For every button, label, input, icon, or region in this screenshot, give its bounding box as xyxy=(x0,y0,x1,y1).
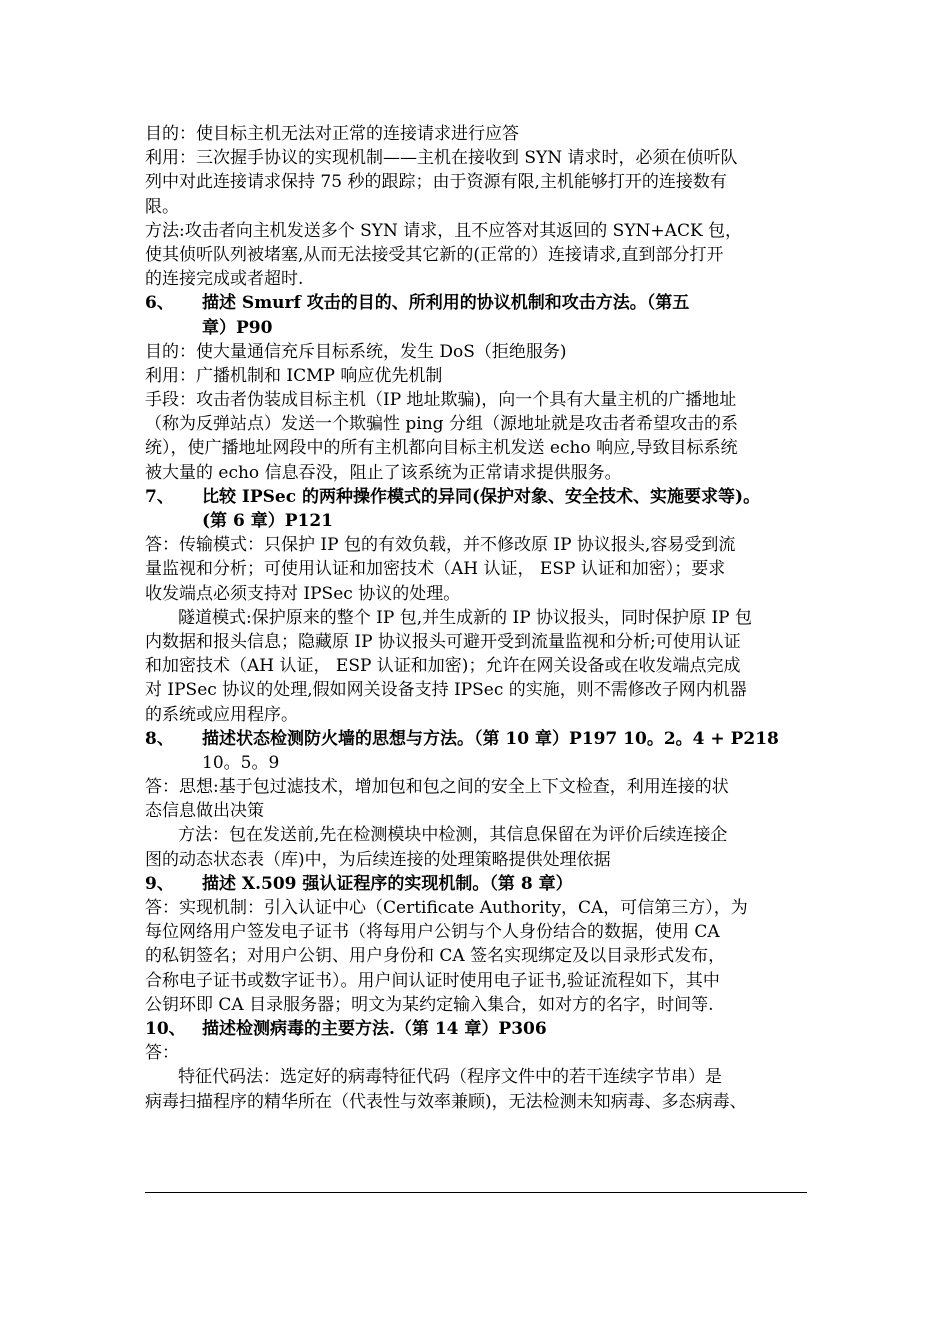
text-line: 限。 xyxy=(145,196,179,217)
text-line: 隧道模式:保护原来的整个 IP 包,并生成新的 IP 协议报头，同时保护原 IP 包 xyxy=(178,607,753,628)
text-line: （称为反弹站点）发送一个欺骗性 ping 分组（源地址就是攻击者希望攻击的系 xyxy=(145,414,738,435)
question-number: 8、 xyxy=(145,728,174,749)
question-9-heading xyxy=(145,872,807,896)
question-text: 比较 IPSec 的两种操作模式的异同(保护对象、安全技术、实施要求等)。 xyxy=(202,486,761,507)
text-line: 病毒扫描程序的精华所在（代表性与效率兼顾)，无法检测未知病毒、多态病毒、 xyxy=(145,1091,747,1112)
footer-rule xyxy=(145,1192,807,1193)
text-line: 合称电子证书或数字证书）。用户间认证时使用电子证书,验证流程如下，其中 xyxy=(145,970,720,991)
question-number: 6、 xyxy=(145,293,174,314)
text-line: 利用：三次握手协议的实现机制——主机在接收到 SYN 请求时，必须在侦听队 xyxy=(145,148,738,169)
question-number: 9、 xyxy=(145,873,174,894)
text-line: 收发端点必须支持对 IPSec 协议的处理。 xyxy=(145,583,461,604)
text-line: 使其侦听队列被堵塞,从而无法接受其它新的(正常的）连接请求,直到部分打开 xyxy=(145,244,724,265)
question-7-heading-cont: (第 6 章）P121 xyxy=(202,511,333,531)
text-line: 特征代码法：选定好的病毒特征代码（程序文件中的若干连续字节串）是 xyxy=(178,1067,722,1088)
text-line: 方法：包在发送前,先在检测模块中检测，其信息保留在为评价后续连接企 xyxy=(178,825,728,846)
text-line: 答：传输模式：只保护 IP 包的有效负载，并不修改原 IP 协议报头,容易受到流 xyxy=(145,535,736,556)
text-line: 图的动态状态表（库)中，为后续连接的处理策略提供处理依据 xyxy=(145,849,611,870)
text-line: 列中对此连接请求保持 75 秒的跟踪；由于资源有限,主机能够打开的连接数有 xyxy=(145,172,727,193)
question-text: 描述检测病毒的主要方法.（第 14 章）P306 xyxy=(202,1018,547,1039)
text-line: 的系统或应用程序。 xyxy=(145,704,298,725)
question-text: 描述 X.509 强认证程序的实现机制。（第 8 章） xyxy=(202,873,573,894)
text-line: 目的：使目标主机无法对正常的连接请求进行应答 xyxy=(145,124,519,144)
document-body xyxy=(145,122,807,1114)
question-6-heading xyxy=(145,291,807,315)
text-line: 利用：广播机制和 ICMP 响应优先机制 xyxy=(145,365,443,386)
question-7-heading xyxy=(145,485,807,509)
question-number: 10、 xyxy=(145,1018,186,1039)
text-line: 答：思想:基于包过滤技术，增加包和包之间的安全上下文检查，利用连接的状 xyxy=(145,777,729,798)
text-line: 的连接完成或者超时. xyxy=(145,269,304,290)
text-line: 答： xyxy=(145,1043,179,1064)
text-line: 的私钥签名；对用户公钥、用户身份和 CA 签名实现绑定及以目录形式发布， xyxy=(145,946,726,967)
text-line: 和加密技术（AH 认证， ESP 认证和加密)；允许在网关设备或在收发端点完成 xyxy=(145,656,741,677)
question-number: 7、 xyxy=(145,486,174,507)
question-8-heading xyxy=(145,727,807,751)
question-10-heading xyxy=(145,1017,807,1041)
question-8-heading-cont: 10。5。9 xyxy=(202,752,280,773)
question-text: 描述状态检测防火墙的思想与方法。（第 10 章）P197 10。2。4 + P218 xyxy=(202,728,779,749)
text-line: 统），使广播地址网段中的所有主机都向目标主机发送 echo 响应,导致目标系统 xyxy=(145,438,738,459)
text-line: 被大量的 echo 信息吞没，阻止了该系统为正常请求提供服务。 xyxy=(145,462,622,483)
text-line: 每位网络用户签发电子证书（将每用户公钥与个人身份结合的数据，使用 CA xyxy=(145,922,720,943)
text-line: 公钥环即 CA 目录服务器；明文为某约定输入集合，如对方的名字，时间等. xyxy=(145,994,714,1015)
text-line: 答：实现机制：引入认证中心（Certificate Authority，CA，可信第三方），为 xyxy=(145,898,748,918)
text-line: 方法:攻击者向主机发送多个 SYN 请求，且不应答对其返回的 SYN+ACK 包， xyxy=(145,220,743,241)
text-line: 目的：使大量通信充斥目标系统，发生 DoS（拒绝服务) xyxy=(145,341,567,362)
question-text: 描述 Smurf 攻击的目的、所利用的协议机制和攻击方法。（第五 xyxy=(202,293,690,314)
text-line: 对 IPSec 协议的处理,假如网关设备支持 IPSec 的实施，则不需修改子网内机器 xyxy=(145,680,747,701)
text-line: 态信息做出决策 xyxy=(145,801,264,822)
text-line: 内数据和报头信息；隐藏原 IP 协议报头可避开受到流量监视和分析;可使用认证 xyxy=(145,631,741,652)
text-line: 手段：攻击者伪装成目标主机（IP 地址欺骗)，向一个具有大量主机的广播地址 xyxy=(145,390,737,411)
text-line: 量监视和分析；可使用认证和加密技术（AH 认证， ESP 认证和加密）；要求 xyxy=(145,559,726,580)
question-6-heading-cont: 章）P90 xyxy=(202,317,273,338)
